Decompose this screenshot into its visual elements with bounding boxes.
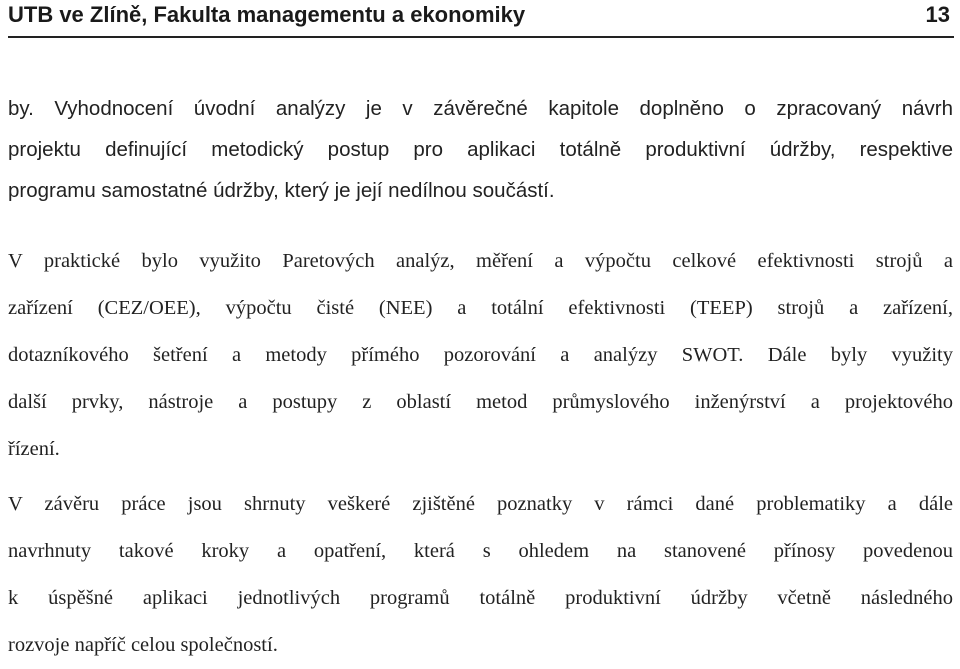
paragraph-line: programu samostatné údržby, který je její nedílnou součástí. bbox=[8, 179, 555, 202]
paragraph-line: řízení. bbox=[8, 438, 60, 460]
paragraph-line: rozvoje napříč celou společností. bbox=[8, 634, 278, 656]
paragraph-line: projektu definující metodický postup pro aplikaci totálně produktivní údržby, respektive bbox=[8, 138, 953, 161]
paragraph-line: zařízení (CEZ/OEE), výpočtu čisté (NEE) a totální efektivnosti (TEEP) strojů a zařízení, bbox=[8, 297, 953, 319]
paragraph-line: V praktické bylo využito Paretových analýz, měření a výpočtu celkové efektivnosti strojů a bbox=[8, 250, 953, 272]
header-title: UTB ve Zlíně, Fakulta managementu a ekonomiky bbox=[8, 2, 526, 27]
paragraph-2 bbox=[8, 238, 953, 473]
paragraph-line: k úspěšné aplikaci jednotlivých programů totálně produktivní údržby včetně následného bbox=[8, 587, 953, 609]
paragraph-1 bbox=[8, 88, 953, 211]
page-header bbox=[8, 0, 954, 38]
paragraph-line: další prvky, nástroje a postupy z oblastí metod průmyslového inženýrství a projektového bbox=[8, 391, 953, 413]
page-number: 13 bbox=[925, 2, 950, 27]
paragraph-line: navrhnuty takové kroky a opatření, která s ohledem na stanovené přínosy povedenou bbox=[8, 540, 953, 562]
paragraph-line: by. Vyhodnocení úvodní analýzy je v závěrečné kapitole doplněno o zpracovaný návrh bbox=[8, 97, 953, 120]
paragraph-line: V závěru práce jsou shrnuty veškeré zjištěné poznatky v rámci dané problematiky a dále bbox=[8, 493, 953, 515]
paragraph-3 bbox=[8, 481, 953, 669]
paragraph-line: dotazníkového šetření a metody přímého pozorování a analýzy SWOT. Dále byly využity bbox=[8, 344, 953, 366]
